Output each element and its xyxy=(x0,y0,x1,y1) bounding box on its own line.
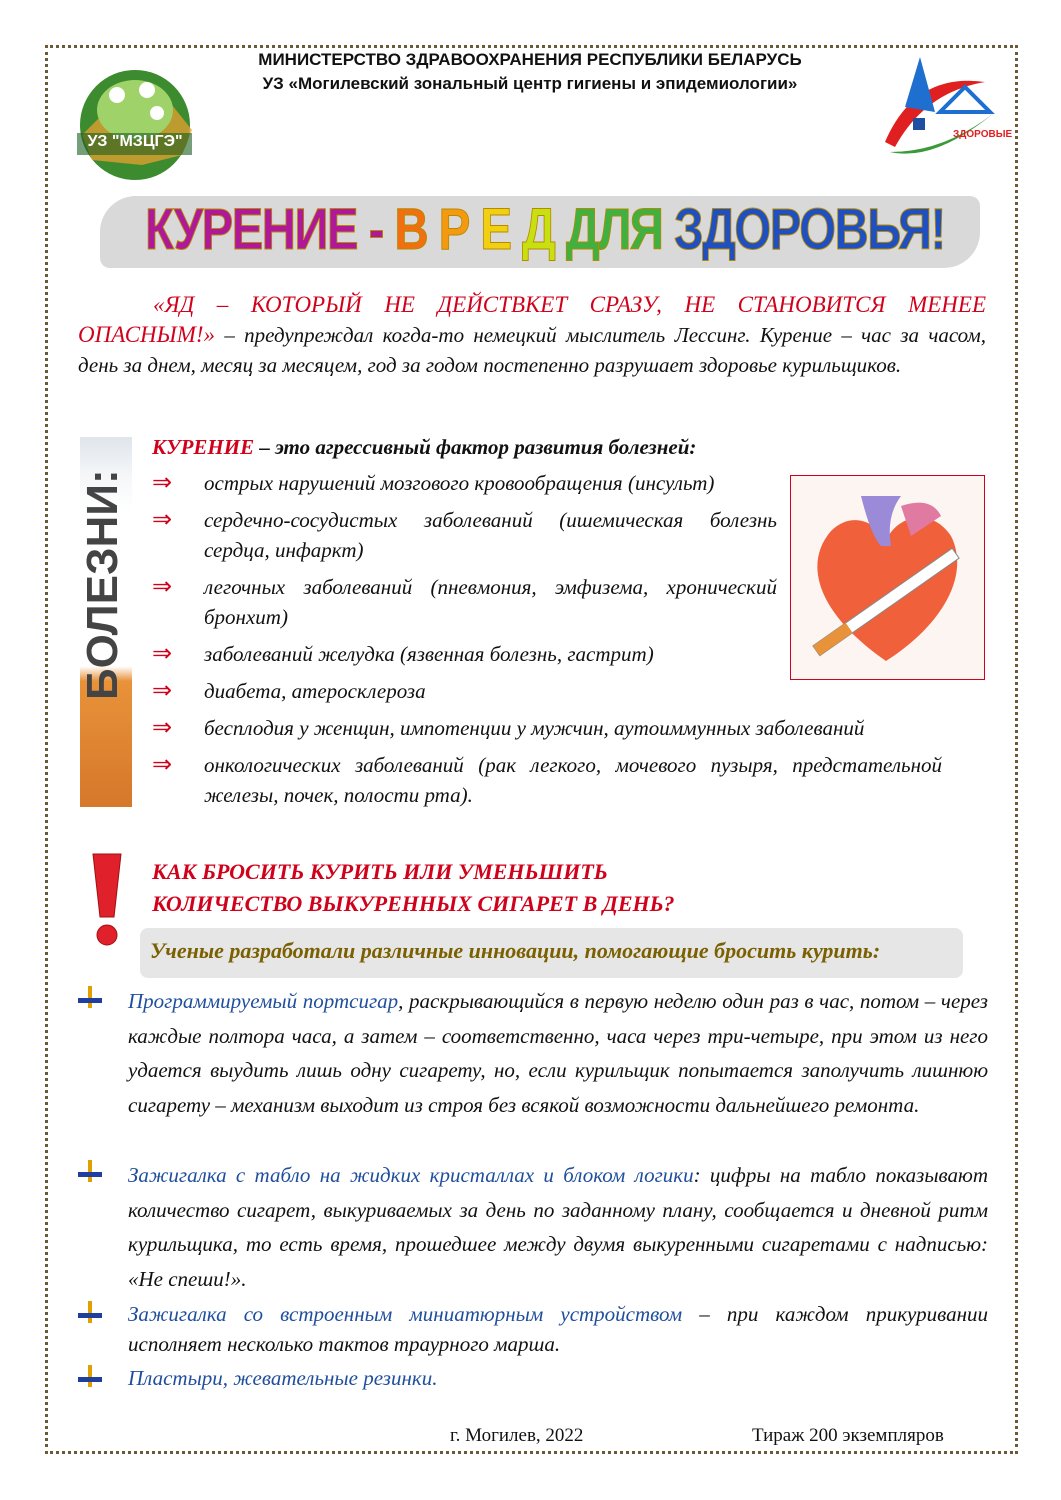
title-part: ДЛЯ xyxy=(554,197,674,262)
lessing-quote: «ЯД – КОТОРЫЙ НЕ ДЕЙСТВКЕТ СРАЗУ, НЕ СТАНОВИТСЯ МЕНЕЕ ОПАСНЫМ!» xyxy=(78,292,986,347)
question-line: КОЛИЧЕСТВО ВЫКУРЕННЫХ СИГАРЕТ В ДЕНЬ? xyxy=(152,891,675,916)
arrow-right-icon: ⇒ xyxy=(152,678,173,704)
logo-label: ЗДОРОВЫЕ xyxy=(953,129,1013,140)
intro-paragraph xyxy=(78,290,986,380)
diseases-list xyxy=(152,432,952,817)
item-text: диабета, атеросклероза xyxy=(204,679,426,703)
innovation-name: Пластыри, жевательные резинки xyxy=(128,1366,433,1390)
item-text: бесплодия у женщин, импотенции у мужчин, аутоиммунных заболеваний xyxy=(204,716,865,740)
arrow-right-icon: ⇒ xyxy=(152,507,173,533)
list-item xyxy=(152,505,777,565)
innovation-name: Зажигалка с табло на жидких кристаллах и блоком логики xyxy=(128,1163,694,1187)
list-item xyxy=(152,572,777,632)
innovations-subtitle: Ученые разработали различные инновации, помогающие бросить курить: xyxy=(140,928,963,978)
logo-healthy-cities xyxy=(875,52,1013,162)
innovation-name: Программируемый портсигар xyxy=(128,989,399,1013)
list-item xyxy=(152,713,942,743)
bullet-icon xyxy=(78,1365,102,1389)
heading-text: – это агрессивный фактор развития болезней: xyxy=(254,435,697,459)
arrow-right-icon: ⇒ xyxy=(152,752,173,778)
title-part: КУРЕНИЕ - xyxy=(145,197,395,262)
intro-text: – предупреждал когда-то немецкий мыслитель Лессинг. Курение – час за часом, день за днем, месяц за месяцем, год за годом постепенно разрушает здоровье курильщиков. xyxy=(78,323,986,377)
arrow-right-icon: ⇒ xyxy=(152,715,173,741)
footer-circulation: Тираж 200 экземпляров xyxy=(752,1425,944,1446)
title-letter: Р xyxy=(438,197,469,262)
question-line: КАК БРОСИТЬ КУРИТЬ ИЛИ УМЕНЬШИТЬ xyxy=(152,859,608,884)
item-text: сердечно-сосудистых заболеваний (ишемическая болезнь сердца, инфаркт) xyxy=(204,508,777,562)
title-part: ЗДОРОВЬЯ! xyxy=(673,197,945,262)
innovation-item xyxy=(78,1363,988,1393)
list-item xyxy=(152,468,772,498)
bullet-icon xyxy=(78,986,102,1010)
innovation-item xyxy=(78,984,988,1122)
title-letter: Д xyxy=(521,197,555,262)
quit-question xyxy=(152,856,675,920)
innovation-name: Зажигалка со встроенным миниатюрным устройством xyxy=(128,1302,683,1326)
arrow-right-icon: ⇒ xyxy=(152,641,173,667)
innovation-text: , раскрывающийся в первую неделю один раз в час, потом – через каждые полтора часа, а затем – соответственно, часа через три-четыре, при этом из него удается выудить лишь одну сигарету, но, если курильщик попытается заполучить лишнюю сигарету – механизм выходит из строя без всякой возможности дальнейшего ремонта. xyxy=(128,989,989,1117)
arrow-right-icon: ⇒ xyxy=(152,574,173,600)
list-item xyxy=(152,750,942,810)
title-letter: В xyxy=(394,197,428,262)
ministry-name: МИНИСТЕРСТВО ЗДРАВООХРАНЕНИЯ РЕСПУБЛИКИ БЕЛАРУСЬ xyxy=(258,50,802,69)
organization-name: УЗ «Могилевский зональный центр гигиены и эпидемиологии» xyxy=(262,74,798,93)
innovation-text: – при каждом прикуривании исполняет несколько тактов траурного марша. xyxy=(128,1302,988,1356)
list-item xyxy=(152,639,952,669)
innovation-item xyxy=(78,1299,988,1359)
footer-city-year: г. Могилев, 2022 xyxy=(450,1425,584,1446)
item-text: онкологических заболеваний (рак легкого, мочевого пузыря, предстательной железы, почек, полости рта). xyxy=(204,753,942,807)
arrow-right-icon: ⇒ xyxy=(152,470,173,496)
innovation-text: : цифры на табло показывают количество сигарет, выкуриваемых за день по заданному плану, сообщается и дневной ритм курильщика, то есть время, прошедшее между двумя выкуренными сигаретами с надписью: «Не спеши!». xyxy=(128,1163,988,1291)
logo-text: УЗ "МЗЦГЭ" xyxy=(87,133,183,150)
innovation-item xyxy=(78,1158,988,1296)
exclamation-icon xyxy=(90,852,124,947)
innovation-text: . xyxy=(432,1366,438,1390)
diseases-label: БОЛЕЗНИ: xyxy=(78,469,127,700)
bullet-icon xyxy=(78,1160,102,1184)
title-letter: Е xyxy=(480,197,511,262)
diseases-heading xyxy=(152,432,952,462)
heading-red: КУРЕНИЕ xyxy=(152,435,255,459)
bullet-icon xyxy=(78,1301,102,1325)
item-text: острых нарушений мозгового кровообращения (инсульт) xyxy=(204,471,715,495)
list-item xyxy=(152,676,952,706)
page-title xyxy=(145,196,945,263)
item-text: заболеваний желудка (язвенная болезнь, гастрит) xyxy=(204,642,654,666)
item-text: легочных заболеваний (пневмония, эмфизема, хронический бронхит) xyxy=(204,575,777,629)
